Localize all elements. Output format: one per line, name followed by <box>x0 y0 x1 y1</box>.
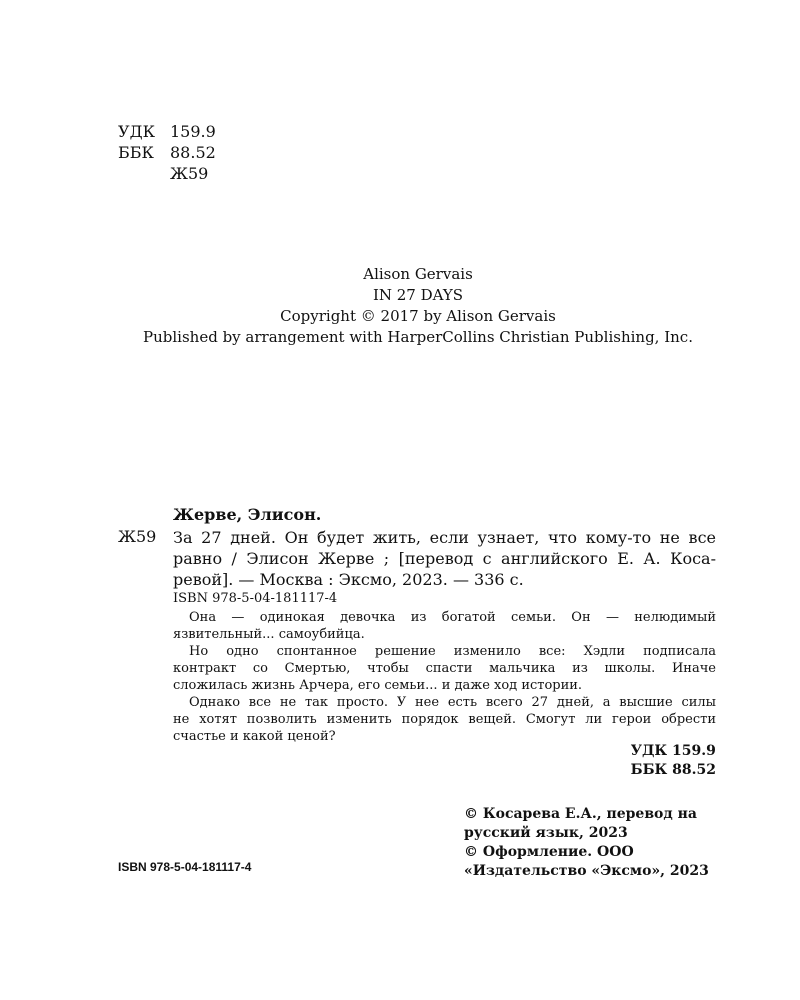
annotation-paragraph <box>173 609 716 643</box>
copyright-notice-line: © Косарева Е.А., перевод на <box>464 806 697 822</box>
udk-row <box>118 121 216 142</box>
description-line: равно / Элисон Жерве ; [перевод с английского Е. А. Коса- <box>173 549 716 568</box>
udk-value: 159.9 <box>170 122 216 141</box>
publisher-line: Published by arrangement with HarperCollins Christian Publishing, Inc. <box>143 328 693 346</box>
bbk-row <box>118 142 216 163</box>
original-author: Alison Gervais <box>363 265 473 283</box>
description-line: За 27 дней. Он будет жить, если узнает, что кому-то не все <box>173 528 716 547</box>
catalog-isbn: ISBN 978-5-04-181117-4 <box>173 591 338 606</box>
annotation-line: счастье и какой ценой? <box>173 729 336 744</box>
description-line: ревой]. — Москва : Эксмо, 2023. — 336 с. <box>173 570 524 589</box>
copyright-notices <box>464 805 716 881</box>
bbk-value: 88.52 <box>170 143 216 162</box>
annotation-paragraph <box>173 643 716 694</box>
copyright-notice-line: «Издательство «Эксмо», 2023 <box>464 863 709 879</box>
annotation-line: Но одно спонтанное решение изменило все: Хэдли подписала <box>189 644 716 659</box>
copyright-line: Copyright © 2017 by Alison Gervais <box>280 307 556 325</box>
annotation-line: Она — одинокая девочка из богатой семьи. Он — нелюдимый <box>189 610 716 625</box>
bbk-line: ББК 88.52 <box>630 762 716 778</box>
annotation <box>173 609 716 745</box>
classification-block <box>118 121 216 184</box>
catalog-codes-right <box>631 742 716 780</box>
bbk-label: ББК <box>118 143 154 162</box>
annotation-line: контракт со Смертью, чтобы спасти мальчика из школы. Иначе <box>173 661 716 676</box>
annotation-line: сложилась жизнь Арчера, его семьи... и даже ход истории. <box>173 678 583 693</box>
original-title: IN 27 DAYS <box>372 286 464 304</box>
annotation-line: язвительный... самоубийца. <box>173 627 365 642</box>
copyright-notice-line: русский язык, 2023 <box>464 825 628 841</box>
isbn-bottom: ISBN 978-5-04-181117-4 <box>118 860 252 874</box>
catalog-description <box>173 527 716 590</box>
copyright-notice-line: © Оформление. ООО <box>464 844 634 860</box>
annotation-line: не хотят позволить изменить порядок вещей. Смогут ли герои обрести <box>173 712 716 727</box>
author-code-row <box>118 163 216 184</box>
catalog-code: Ж59 <box>118 527 157 546</box>
catalog-author-heading: Жерве, Элисон. <box>173 505 322 524</box>
annotation-line: Однако все не так просто. У нее есть всего 27 дней, а высшие силы <box>189 695 716 710</box>
original-edition-block <box>0 264 800 348</box>
udk-line: УДК 159.9 <box>630 743 716 759</box>
annotation-paragraph <box>173 694 716 745</box>
author-code: Ж59 <box>170 164 209 183</box>
udk-label: УДК <box>118 122 155 141</box>
